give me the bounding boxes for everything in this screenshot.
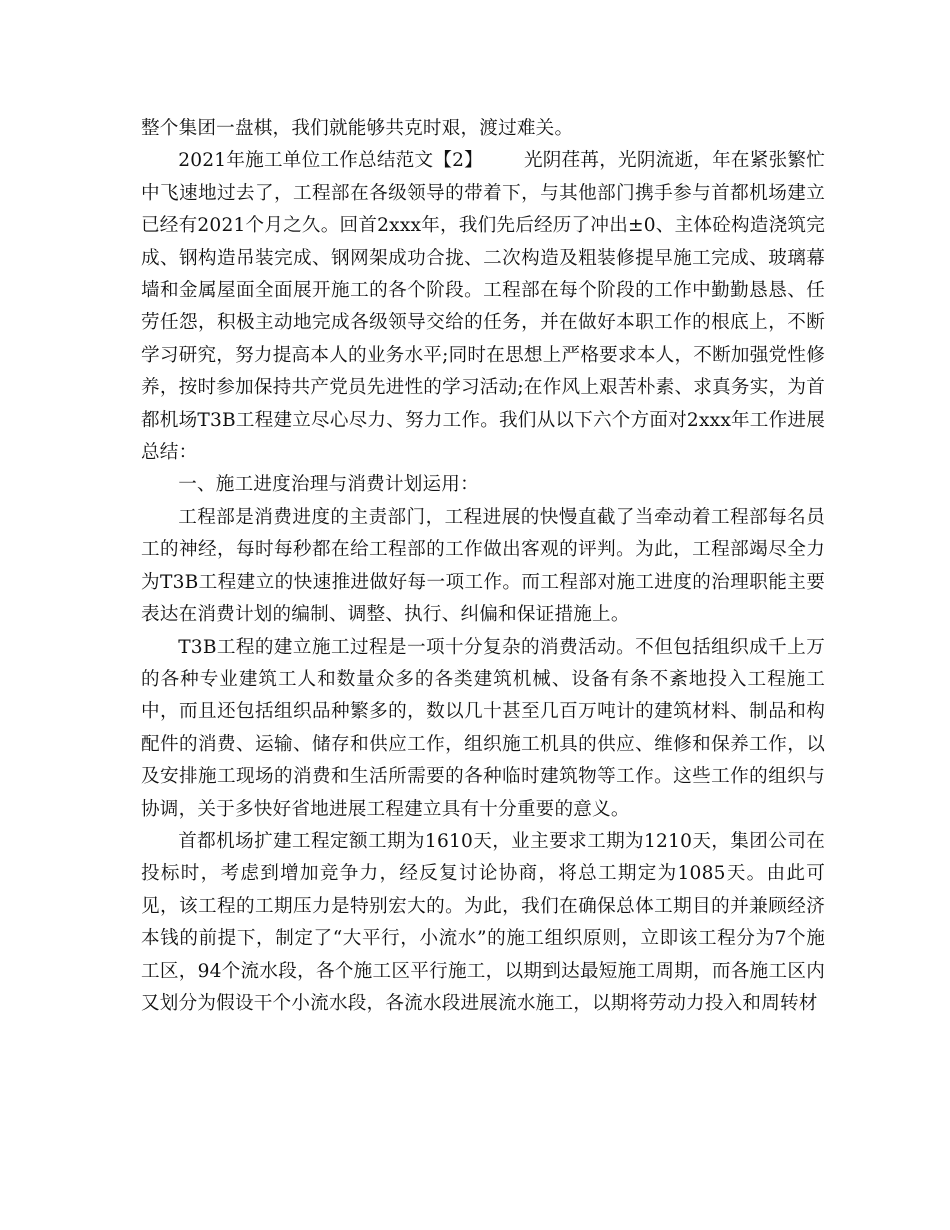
paragraph-text: T3B工程的建立施工过程是一项十分复杂的消费活动。不但包括组织成千上万的各种专业建筑工人和数量众多的各类建筑机械、设备有条不紊地投入工程施工中，而且还包括组织品种繁多的，数以几十甚至几百万吨计的建筑材料、制品和构配件的消费、运输、储存和供应工作，组织施工机具的供应、维修和保养工作，以及安排施工现场的消费和生活所需要的各种临时建筑物等工作。这些工作的组织与协调，关于多快好省地进展工程建立具有十分重要的意义。 (141, 636, 825, 820)
paragraph-subheading (141, 469, 825, 501)
paragraph-body (141, 502, 825, 632)
paragraph-text: 光阴荏苒，光阴流逝，年在紧张繁忙中飞速地过去了，工程部在各级领导的带着下，与其他部门携手参与首都机场建立已经有2021个月之久。回首2xxx年，我们先后经历了冲出±0、主体砼构造浇筑完成、钢构造吊装完成、钢网架成功合拢、二次构造及粗装修提早施工完成、玻璃幕墙和金属屋面全面展开施工的各个阶段。工程部在每个阶段的工作中勤勤恳恳、任劳任怨，积极主动地完成各级领导交给的任务，并在做好本职工作的根底上，不断学习研究，努力提高本人的业务水平;同时在思想上严格要求本人，不断加强党性修养，按时参加保持共产党员先进性的学习活动;在作风上艰苦朴素、求真务实，为首都机场T3B工程建立尽心尽力、努力工作。我们从以下六个方面对2xxx年工作进展总结： (141, 150, 825, 464)
paragraph-continuation (141, 113, 825, 145)
subheading-text: 一、施工进度治理与消费计划运用： (178, 474, 479, 496)
section-title: 2021年施工单位工作总结范文【2】 (178, 150, 484, 172)
paragraph-body (141, 632, 825, 826)
paragraph-text: 整个集团一盘棋，我们就能够共克时艰，渡过难关。 (141, 118, 574, 139)
paragraph-section-heading (141, 145, 825, 469)
paragraph-text: 工程部是消费进度的主责部门，工程进展的快慢直截了当牵动着工程部每名员工的神经，每时每秒都在给工程部的工作做出客观的评判。为此，工程部竭尽全力为T3B工程建立的快速推进做好每一项工作。而工程部对施工进度的治理职能主要表达在消费计划的编制、调整、执行、纠偏和保证措施上。 (141, 506, 825, 626)
paragraph-body (141, 826, 825, 1020)
document-page (141, 113, 825, 1020)
paragraph-text: 首都机场扩建工程定额工期为1610天，业主要求工期为1210天，集团公司在投标时，考虑到增加竞争力，经反复讨论协商，将总工期定为1085天。由此可见，该工程的工期压力是特别宏大的。为此，我们在确保总体工期目的并兼顾经济本钱的前提下，制定了“大平行，小流水”的施工组织原则，立即该工程分为7个施工区，94个流水段，各个施工区平行施工，以期到达最短施工周期，而各施工区内又划分为假设干个小流水段，各流水段进展流水施工，以期将劳动力投入和周转材 (141, 830, 825, 1014)
